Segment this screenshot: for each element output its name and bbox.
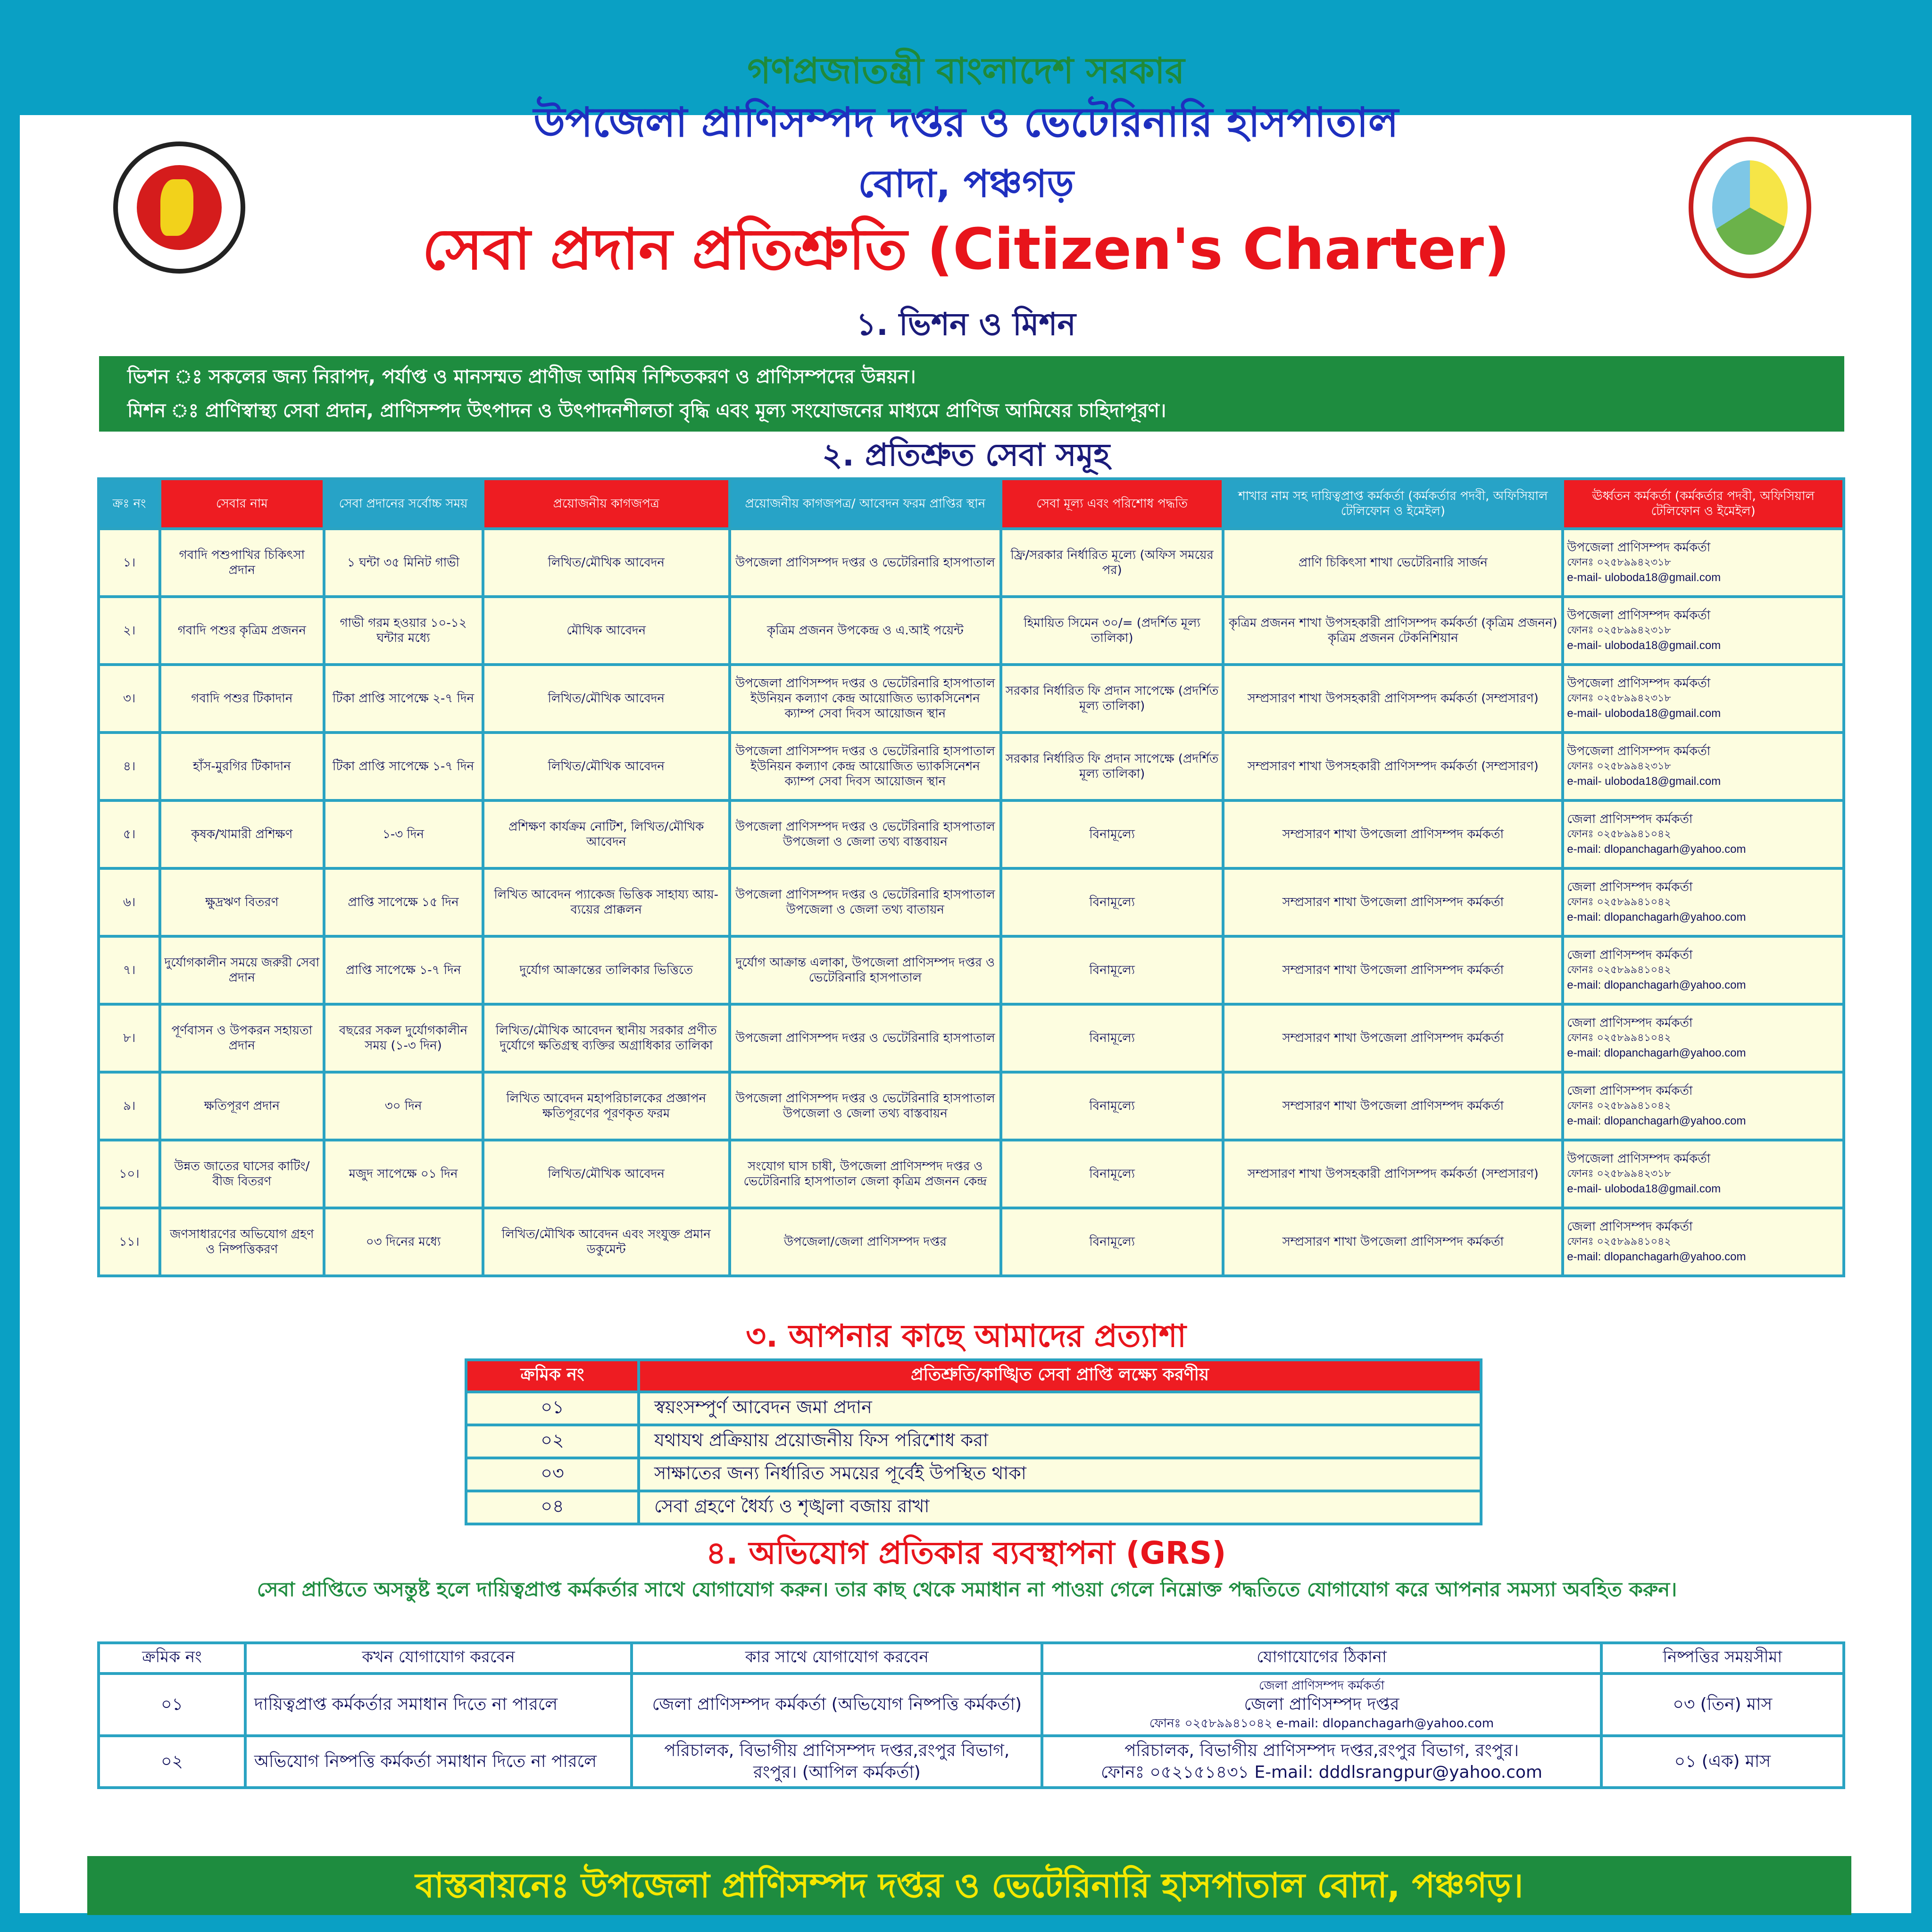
service-form-place: উপজেলা প্রাণিসম্পদ দপ্তর ও ভেটেরিনারি হাসপাতাল উপজেলা ও জেলা তথ্য বাতায়ন — [731, 870, 999, 935]
service-serial: ১১। — [100, 1209, 158, 1274]
charter-title: সেবা প্রদান প্রতিশ্রুতি (Citizen's Charter) — [422, 217, 1510, 283]
expectation-text: সাক্ষাতের জন্য নির্ধারিত সময়ের পূর্বেই উপস্থিত থাকা — [640, 1459, 1480, 1490]
services-header-row — [100, 480, 1842, 527]
supervisor-email[interactable]: e-mail- uloboda18@gmail.com — [1567, 571, 1721, 584]
supervisor-email[interactable]: e-mail: dlopanchagarh@yahoo.com — [1567, 1047, 1746, 1059]
expectation-serial: ০৪ — [467, 1492, 637, 1523]
service-serial: ৫। — [100, 802, 158, 867]
service-fee: ফ্রি/সরকার নির্ধারিত মূল্যে (অফিস সময়ের পর) — [1002, 530, 1222, 595]
service-row — [100, 870, 1842, 935]
service-time: গাভী গরম হওয়ার ১০-১২ ঘন্টার মধ্যে — [325, 598, 482, 663]
service-row — [100, 1006, 1842, 1071]
col-max-time: সেবা প্রদানের সর্বোচ্চ সময় — [325, 480, 482, 527]
service-serial: ৪। — [100, 734, 158, 799]
grs-address — [1043, 1675, 1599, 1734]
supervisor-phone: ফোনঃ ০২৫৮৯৯৪২৩১৮ — [1567, 1168, 1671, 1180]
service-form-place: উপজেলা প্রাণিসম্পদ দপ্তর ও ভেটেরিনারি হাসপাতাল — [731, 1006, 999, 1071]
service-time: ১ ঘন্টা ৩৫ মিনিট গাভী — [325, 530, 482, 595]
section1-heading: ১. ভিশন ও মিশন — [856, 306, 1076, 342]
grs-address-line: পরিচালক, বিভাগীয় প্রাণিসম্পদ দপ্তর,রংপুর বিভাগ, রংপুর। — [1124, 1741, 1519, 1760]
implementation-footer: বাস্তবায়নেঃ উপজেলা প্রাণিসম্পদ দপ্তর ও ভেটেরিনারি হাসপাতাল বোদা, পঞ্চগড়। — [87, 1856, 1851, 1915]
grs-when: দায়িত্বপ্রাপ্ত কর্মকর্তার সমাধান দিতে না পারলে — [247, 1675, 630, 1734]
office-location: বোদা, পঞ্চগড় — [858, 162, 1074, 206]
supervisor-email[interactable]: e-mail: dlopanchagarh@yahoo.com — [1567, 911, 1746, 924]
service-supervisor — [1564, 666, 1842, 731]
service-supervisor — [1564, 530, 1842, 595]
vision-mission-box — [99, 356, 1844, 432]
supervisor-phone: ফোনঃ ০২৫৮৯৯৪১০৪২ — [1567, 1032, 1671, 1044]
service-officer: সম্প্রসারণ শাখা উপসহকারী প্রাণিসম্পদ কর্মকর্তা (সম্প্রসারণ) — [1224, 1141, 1561, 1207]
service-supervisor — [1564, 938, 1842, 1003]
col-form-place: প্রয়োজনীয় কাগজপত্র/ আবেদন ফরম প্রাপ্তির স্থান — [731, 480, 999, 527]
col-supervisor: ঊর্ধ্বতন কর্মকর্তা (কর্মকর্তার পদবী, অফিসিয়াল টেলিফোন ও ইমেইল) — [1564, 480, 1842, 527]
section2-heading: ২. প্রতিশ্রুত সেবা সমূহ — [822, 437, 1110, 473]
service-officer: সম্প্রসারণ শাখা উপজেলা প্রাণিসম্পদ কর্মকর্তা — [1224, 870, 1561, 935]
service-name: গবাদি পশুর টিকাদান — [161, 666, 322, 731]
supervisor-phone: ফোনঃ ০২৫৮৯৯৪১০৪২ — [1567, 1100, 1671, 1112]
service-fee: বিনামূল্যে — [1002, 1209, 1222, 1274]
supervisor-email[interactable]: e-mail: dlopanchagarh@yahoo.com — [1567, 979, 1746, 991]
service-fee: বিনামূল্যে — [1002, 1074, 1222, 1139]
service-name: হাঁস-মুরগির টিকাদান — [161, 734, 322, 799]
grs-header-row — [100, 1644, 1842, 1672]
supervisor-title: উপজেলা প্রাণিসম্পদ কর্মকর্তা — [1567, 676, 1711, 691]
service-officer: সম্প্রসারণ শাখা উপজেলা প্রাণিসম্পদ কর্মকর্তা — [1224, 1006, 1561, 1071]
service-serial: ৯। — [100, 1074, 158, 1139]
service-fee: সরকার নির্ধারিত ফি প্রদান সাপেক্ষে (প্রদর্শিত মূল্য তালিকা) — [1002, 734, 1222, 799]
col-grs-address: যোগাযোগের ঠিকানা — [1043, 1644, 1599, 1672]
service-documents: লিখিত/মৌখিক আবেদন স্থানীয় সরকার প্রণীত দুর্যোগে ক্ষতিগ্রস্থ ব্যক্তির অগ্রাধিকার তালিকা — [484, 1006, 728, 1071]
section4-heading: ৪. অভিযোগ প্রতিকার ব্যবস্থাপনা (GRS) — [706, 1535, 1226, 1571]
supervisor-title: উপজেলা প্রাণিসম্পদ কর্মকর্তা — [1567, 608, 1711, 623]
service-form-place: উপজেলা প্রাণিসম্পদ দপ্তর ও ভেটেরিনারি হাসপাতাল উপজেলা ও জেলা তথ্য বাস্তবায়ন — [731, 802, 999, 867]
grs-address — [1043, 1737, 1599, 1786]
service-name: গবাদি পশুর কৃত্রিম প্রজনন — [161, 598, 322, 663]
service-documents: লিখিত/মৌখিক আবেদন — [484, 530, 728, 595]
service-time: টিকা প্রাপ্তি সাপেক্ষে ১-৭ দিন — [325, 734, 482, 799]
supervisor-phone: ফোনঃ ০২৫৮৯৯৪২৩১৮ — [1567, 625, 1671, 636]
grs-serial: ০১ — [100, 1675, 244, 1734]
service-form-place: দুর্যোগ আক্রান্ত এলাকা, উপজেলা প্রাণিসম্পদ দপ্তর ও ভেটেরিনারি হাসপাতাল — [731, 938, 999, 1003]
service-documents: লিখিত/মৌখিক আবেদন — [484, 666, 728, 731]
col-exp-serial: ক্রমিক নং — [467, 1361, 637, 1391]
expectation-row — [467, 1393, 1480, 1424]
service-time: ১-৩ দিন — [325, 802, 482, 867]
col-grs-time: নিষ্পত্তির সময়সীমা — [1603, 1644, 1842, 1672]
vision-text: ভিশন ঃ সকলের জন্য নিরাপদ, পর্যাপ্ত ও মানসম্মত প্রাণীজ আমিষ নিশ্চিতকরণ ও প্রাণিসম্পদের উন্নয়ন। — [127, 366, 916, 388]
service-documents: লিখিত/মৌখিক আবেদন — [484, 1141, 728, 1207]
service-officer: সম্প্রসারণ শাখা উপজেলা প্রাণিসম্পদ কর্মকর্তা — [1224, 802, 1561, 867]
expectation-row — [467, 1492, 1480, 1523]
service-fee: বিনামূল্যে — [1002, 938, 1222, 1003]
grs-when: অভিযোগ নিষ্পত্তি কর্মকর্তা সমাধান দিতে না পারলে — [247, 1737, 630, 1786]
service-fee: সরকার নির্ধারিত ফি প্রদান সাপেক্ষে (প্রদর্শিত মূল্য তালিকা) — [1002, 666, 1222, 731]
service-form-place: কৃত্রিম প্রজনন উপকেন্দ্র ও এ.আই পয়েন্ট — [731, 598, 999, 663]
grs-address-line: জেলা প্রাণিসম্পদ দপ্তর — [1244, 1695, 1399, 1714]
service-serial: ১০। — [100, 1141, 158, 1207]
service-name: দুর্যোগকালীন সময়ে জরুরী সেবা প্রদান — [161, 938, 322, 1003]
supervisor-phone: ফোনঃ ০২৫৮৯৯৪২৩১৮ — [1567, 557, 1671, 568]
expectation-text: স্বয়ংসম্পুর্ণ আবেদন জমা প্রদান — [640, 1393, 1480, 1424]
supervisor-title: জেলা প্রাণিসম্পদ কর্মকর্তা — [1567, 1220, 1693, 1234]
service-row — [100, 1209, 1842, 1274]
service-officer: সম্প্রসারণ শাখা উপজেলা প্রাণিসম্পদ কর্মকর্তা — [1224, 938, 1561, 1003]
service-row — [100, 1074, 1842, 1139]
service-supervisor — [1564, 802, 1842, 867]
service-serial: ৮। — [100, 1006, 158, 1071]
supervisor-title: জেলা প্রাণিসম্পদ কর্মকর্তা — [1567, 812, 1693, 826]
service-serial: ২। — [100, 598, 158, 663]
service-time: বছরের সকল দুর্যোগকালীন সময় (১-৩ দিন) — [325, 1006, 482, 1071]
services-table — [97, 477, 1845, 1277]
grs-address-line: ফোনঃ ০২৫৮৯৯৪১০৪২ e-mail: dlopanchagarh@yahoo.com — [1149, 1716, 1494, 1731]
col-documents: প্রয়োজনীয় কাগজপত্র — [484, 480, 728, 527]
supervisor-email[interactable]: e-mail: dlopanchagarh@yahoo.com — [1567, 843, 1746, 856]
office-name: উপজেলা প্রাণিসম্পদ দপ্তর ও ভেটেরিনারি হাসপাতাল — [533, 99, 1399, 146]
supervisor-phone: ফোনঃ ০২৫৮৯৯৪১০৪২ — [1567, 964, 1671, 976]
supervisor-email[interactable]: e-mail- uloboda18@gmail.com — [1567, 639, 1721, 652]
grs-time: ০৩ (তিন) মাস — [1603, 1675, 1842, 1734]
supervisor-email[interactable]: e-mail- uloboda18@gmail.com — [1567, 707, 1721, 720]
supervisor-title: জেলা প্রাণিসম্পদ কর্মকর্তা — [1567, 880, 1693, 894]
service-time: মজুদ সাপেক্ষে ০১ দিন — [325, 1141, 482, 1207]
supervisor-phone: ফোনঃ ০২৫৮৯৯৪১০৪২ — [1567, 896, 1671, 908]
service-row — [100, 666, 1842, 731]
supervisor-email[interactable]: e-mail- uloboda18@gmail.com — [1567, 1183, 1721, 1195]
supervisor-title: উপজেলা প্রাণিসম্পদ কর্মকর্তা — [1567, 744, 1711, 758]
supervisor-title: উপজেলা প্রাণিসম্পদ কর্মকর্তা — [1567, 541, 1711, 555]
grs-table — [97, 1641, 1845, 1789]
grs-address-line: ফোনঃ ০৫২১৫১৪৩১ E-mail: dddlsrangpur@yahoo.com — [1101, 1763, 1543, 1782]
expectation-serial: ০১ — [467, 1393, 637, 1424]
service-supervisor — [1564, 598, 1842, 663]
service-officer: সম্প্রসারণ শাখা উপজেলা প্রাণিসম্পদ কর্মকর্তা — [1224, 1074, 1561, 1139]
service-form-place: উপজেলা/জেলা প্রাণিসম্পদ দপ্তর — [731, 1209, 999, 1274]
grs-time: ০১ (এক) মাস — [1603, 1737, 1842, 1786]
government-name: গণপ্রজাতন্ত্রী বাংলাদেশ সরকার — [747, 50, 1185, 92]
service-name: উন্নত জাতের ঘাসের কাটিং/বীজ বিতরণ — [161, 1141, 322, 1207]
service-fee: হিমায়িত সিমেন ৩০/= (প্রদর্শিত মূল্য তালিকা) — [1002, 598, 1222, 663]
service-fee: বিনামূল্যে — [1002, 1006, 1222, 1071]
supervisor-email[interactable]: e-mail- uloboda18@gmail.com — [1567, 775, 1721, 788]
service-serial: ১। — [100, 530, 158, 595]
col-grs-who: কার সাথে যোগাযোগ করবেন — [633, 1644, 1041, 1672]
supervisor-phone: ফোনঃ ০২৫৮৯৯৪১০৪২ — [1567, 1236, 1671, 1248]
expectations-header-row — [467, 1361, 1480, 1391]
col-serial: ক্রঃ নং — [100, 480, 158, 527]
service-row — [100, 734, 1842, 799]
service-supervisor — [1564, 1209, 1842, 1274]
expectation-serial: ০৩ — [467, 1459, 637, 1490]
service-supervisor — [1564, 1006, 1842, 1071]
service-time: প্রাপ্তি সাপেক্ষে ১-৭ দিন — [325, 938, 482, 1003]
expectation-row — [467, 1426, 1480, 1457]
service-row — [100, 1141, 1842, 1207]
service-time: টিকা প্রাপ্তি সাপেক্ষে ২-৭ দিন — [325, 666, 482, 731]
mission-text: মিশন ঃ প্রাণিস্বাস্থ্য সেবা প্রদান, প্রাণিসম্পদ উৎপাদন ও উৎপাদনশীলতা বৃদ্ধি এবং মূল্য সংযোজনের মাধ্যমে প্রাণিজ আমিষের চাহিদাপূরণ। — [127, 400, 1166, 422]
service-form-place: উপজেলা প্রাণিসম্পদ দপ্তর ও ভেটেরিনারি হাসপাতাল উপজেলা ও জেলা তথ্য বাস্তবায়ন — [731, 1074, 999, 1139]
col-service-name: সেবার নাম — [161, 480, 322, 527]
expectation-text: সেবা গ্রহণে ধৈর্য্য ও শৃঙ্খলা বজায় রাখা — [640, 1492, 1480, 1523]
supervisor-title: জেলা প্রাণিসম্পদ কর্মকর্তা — [1567, 948, 1693, 962]
service-time: ০৩ দিনের মধ্যে — [325, 1209, 482, 1274]
expectation-row — [467, 1459, 1480, 1490]
expectations-table — [465, 1358, 1482, 1525]
service-time: ৩০ দিন — [325, 1074, 482, 1139]
grs-who: পরিচালক, বিভাগীয় প্রাণিসম্পদ দপ্তর,রংপুর বিভাগ, রংপুর। (আপিল কর্মকর্তা) — [633, 1737, 1041, 1786]
service-row — [100, 530, 1842, 595]
service-form-place: সংযোগ ঘাস চাষী, উপজেলা প্রাণিসম্পদ দপ্তর ও ভেটেরিনারি হাসপাতাল জেলা কৃত্রিম প্রজনন কেন্দ্র — [731, 1141, 999, 1207]
service-fee: বিনামূল্যে — [1002, 870, 1222, 935]
service-form-place: উপজেলা প্রাণিসম্পদ দপ্তর ও ভেটেরিনারি হাসপাতাল ইউনিয়ন কল্যাণ কেন্দ্র আয়োজিত ভ্যাকসিনেশন ক্যাম্প সেবা দিবস আয়োজন স্থান — [731, 666, 999, 731]
service-supervisor — [1564, 1141, 1842, 1207]
service-row — [100, 802, 1842, 867]
service-documents: মৌখিক আবেদন — [484, 598, 728, 663]
grs-who: জেলা প্রাণিসম্পদ কর্মকর্তা (অভিযোগ নিষ্পত্তি কর্মকর্তা) — [633, 1675, 1041, 1734]
grs-intro: সেবা প্রাপ্তিতে অসন্তুষ্ট হলে দায়িত্বপ্রাপ্ত কর্মকর্তার সাথে যোগাযোগ করুন। তার কাছ থেকে সমাধান না পাওয়া গেলে নিম্নোক্ত পদ্ধতিতে যোগাযোগ করে আপনার সমস্যা অবহিত করুন। — [257, 1578, 1677, 1601]
supervisor-title: জেলা প্রাণিসম্পদ কর্মকর্তা — [1567, 1084, 1693, 1098]
col-fee: সেবা মূল্য এবং পরিশোধ পদ্ধতি — [1002, 480, 1222, 527]
supervisor-title: উপজেলা প্রাণিসম্পদ কর্মকর্তা — [1567, 1152, 1711, 1166]
grs-row — [100, 1675, 1842, 1734]
service-name: কৃষক/খামারী প্রশিক্ষণ — [161, 802, 322, 867]
service-supervisor — [1564, 1074, 1842, 1139]
service-serial: ৬। — [100, 870, 158, 935]
col-grs-serial: ক্রমিক নং — [100, 1644, 244, 1672]
service-documents: লিখিত আবেদন প্যাকেজ ভিত্তিক সাহায্য আয়-ব্যয়ের প্রাক্কলন — [484, 870, 728, 935]
service-name: গবাদি পশুপাখির চিকিৎসা প্রদান — [161, 530, 322, 595]
service-officer: সম্প্রসারণ শাখা উপসহকারী প্রাণিসম্পদ কর্মকর্তা (সম্প্রসারণ) — [1224, 734, 1561, 799]
service-supervisor — [1564, 734, 1842, 799]
service-form-place: উপজেলা প্রাণিসম্পদ দপ্তর ও ভেটেরিনারি হাসপাতাল ইউনিয়ন কল্যাণ কেন্দ্র আয়োজিত ভ্যাকসিনেশন ক্যাম্প সেবা দিবস আয়োজন স্থান — [731, 734, 999, 799]
service-documents: লিখিত/মৌখিক আবেদন এবং সংযুক্ত প্রমান ডকুমেন্ট — [484, 1209, 728, 1274]
service-officer: কৃত্রিম প্রজনন শাখা উপসহকারী প্রাণিসম্পদ কর্মকর্তা (কৃত্রিম প্রজনন) কৃত্রিম প্রজনন টেকনিশিয়ান — [1224, 598, 1561, 663]
service-fee: বিনামূল্যে — [1002, 1141, 1222, 1207]
grs-row — [100, 1737, 1842, 1786]
service-name: ক্ষতিপূরণ প্রদান — [161, 1074, 322, 1139]
supervisor-phone: ফোনঃ ০২৫৮৯৯৪২৩১৮ — [1567, 692, 1671, 704]
supervisor-phone: ফোনঃ ০২৫৮৯৯৪২৩১৮ — [1567, 760, 1671, 772]
supervisor-phone: ফোনঃ ০২৫৮৯৯৪১০৪২ — [1567, 828, 1671, 840]
supervisor-email[interactable]: e-mail: dlopanchagarh@yahoo.com — [1567, 1250, 1746, 1263]
service-supervisor — [1564, 870, 1842, 935]
service-name: পূর্ণবাসন ও উপকরন সহায়তা প্রদান — [161, 1006, 322, 1071]
col-exp-action: প্রতিশ্রুতি/কাঙ্খিত সেবা প্রাপ্তি লক্ষ্যে করণীয় — [640, 1361, 1480, 1391]
service-serial: ৩। — [100, 666, 158, 731]
service-name: জণসাধারণের অভিযোগ গ্রহণ ও নিষ্পত্তিকরণ — [161, 1209, 322, 1274]
expectation-text: যথাযথ প্রক্রিয়ায় প্রয়োজনীয় ফিস পরিশোধ করা — [640, 1426, 1480, 1457]
service-name: ক্ষুদ্রঋণ বিতরণ — [161, 870, 322, 935]
supervisor-title: জেলা প্রাণিসম্পদ কর্মকর্তা — [1567, 1016, 1693, 1030]
service-documents: লিখিত/মৌখিক আবেদন — [484, 734, 728, 799]
service-form-place: উপজেলা প্রাণিসম্পদ দপ্তর ও ভেটেরিনারি হাসপাতাল — [731, 530, 999, 595]
service-documents: লিখিত আবেদন মহাপরিচালকের প্রজ্ঞাপন ক্ষতিপূরণের পূরণকৃত ফরম — [484, 1074, 728, 1139]
grs-serial: ০২ — [100, 1737, 244, 1786]
service-row — [100, 938, 1842, 1003]
col-officer: শাখার নাম সহ দায়িত্বপ্রাপ্ত কর্মকর্তা (কর্মকর্তার পদবী, অফিসিয়াল টেলিফোন ও ইমেইল) — [1224, 480, 1561, 527]
supervisor-email[interactable]: e-mail: dlopanchagarh@yahoo.com — [1567, 1115, 1746, 1127]
service-officer: সম্প্রসারণ শাখা উপজেলা প্রাণিসম্পদ কর্মকর্তা — [1224, 1209, 1561, 1274]
col-grs-when: কখন যোগাযোগ করবেন — [247, 1644, 630, 1672]
grs-address-line: জেলা প্রাণিসম্পদ কর্মকর্তা — [1258, 1679, 1385, 1693]
section3-heading: ৩. আপনার কাছে আমাদের প্রত্যাশা — [746, 1318, 1186, 1354]
service-row — [100, 598, 1842, 663]
service-officer: সম্প্রসারণ শাখা উপসহকারী প্রাণিসম্পদ কর্মকর্তা (সম্প্রসারণ) — [1224, 666, 1561, 731]
service-documents: প্রশিক্ষণ কার্যক্রম নোটিশ, লিখিত/মৌখিক আবেদন — [484, 802, 728, 867]
service-fee: বিনামূল্যে — [1002, 802, 1222, 867]
expectation-serial: ০২ — [467, 1426, 637, 1457]
service-time: প্রাপ্তি সাপেক্ষে ১৫ দিন — [325, 870, 482, 935]
service-serial: ৭। — [100, 938, 158, 1003]
service-officer: প্রাণি চিকিৎসা শাখা ভেটেরিনারি সার্জন — [1224, 530, 1561, 595]
service-documents: দুর্যোগ আক্রান্তের তালিকার ভিত্তিতে — [484, 938, 728, 1003]
